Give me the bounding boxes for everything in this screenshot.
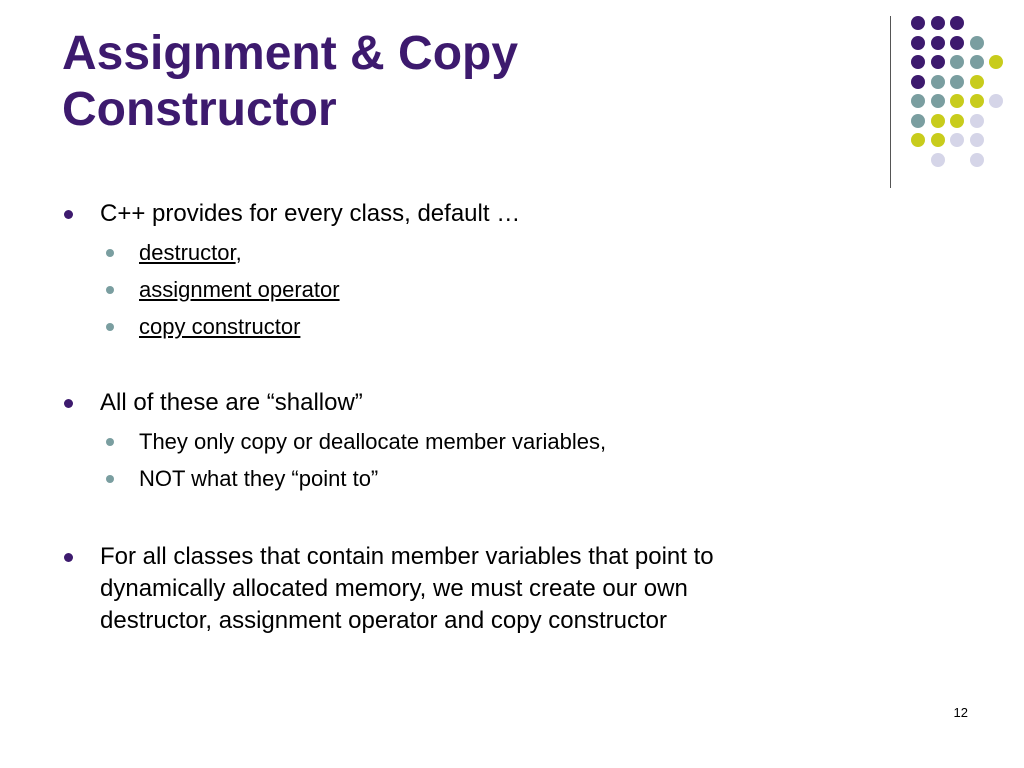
slide-title-line-2: Constructor [62,83,337,136]
sub-bullet-dot-icon [106,438,114,446]
sub-bullet-item [139,428,606,456]
sub-bullet-text: copy constructor [139,314,301,339]
sub-bullet-text: destructor [139,240,236,265]
sub-bullet-item [139,465,378,493]
bullet-item [100,198,520,230]
sub-bullet-suffix: , [235,240,242,265]
sub-bullet-item [139,313,300,341]
sub-bullet-text: assignment operator [139,277,340,302]
sub-bullet-text: They only copy or deallocate member variables, [139,429,607,454]
sub-bullet-dot-icon [106,475,114,483]
sub-bullet-item [139,239,242,267]
bullet-dot-icon [64,399,73,408]
bullet-item [100,541,900,637]
sub-bullet-dot-icon [106,323,114,331]
page-number: 12 [953,705,968,720]
sub-bullet-item [139,276,340,304]
bullet-text-line: destructor, assignment operator and copy constructor [100,607,667,634]
bullet-text: All of these are “shallow” [100,389,363,416]
sub-bullet-dot-icon [106,286,114,294]
slide-title-line-1: Assignment & Copy [62,27,519,80]
sub-bullet-text: NOT what they “point to” [139,466,379,491]
sub-bullet-dot-icon [106,249,114,257]
bullet-text: C++ provides for every class, default … [100,200,521,227]
bullet-item [100,387,363,419]
bullet-text-line: For all classes that contain member variables that point to [100,543,714,570]
bullet-dot-icon [64,210,73,219]
bullet-text-line: dynamically allocated memory, we must create our own [100,575,688,602]
bullet-dot-icon [64,553,73,562]
